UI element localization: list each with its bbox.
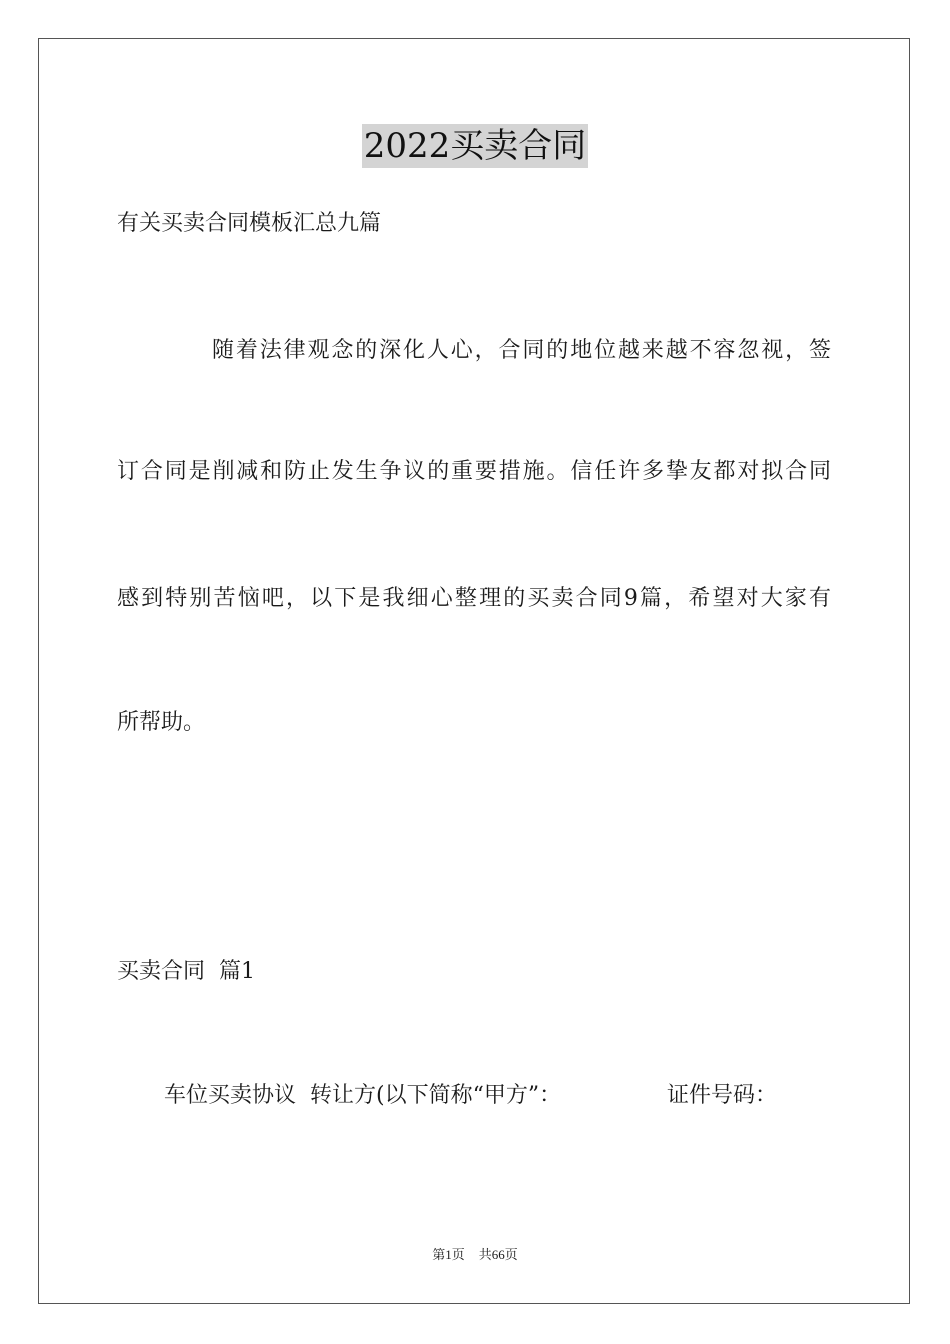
document-subtitle: 有关买卖合同模板汇总九篇 bbox=[117, 211, 382, 236]
title-container bbox=[0, 124, 950, 168]
intro-line-3: 感到特别苦恼吧，以下是我细心整理的买卖合同9篇，希望对大家有 bbox=[117, 586, 831, 611]
page-footer bbox=[0, 1246, 950, 1264]
document-title: 2022买卖合同 bbox=[363, 126, 587, 166]
intro-line-1: 随着法律观念的深化人心，合同的地位越来越不容忽视，签 bbox=[212, 338, 831, 363]
intro-line-4: 所帮助。 bbox=[117, 710, 206, 735]
page-number: 第1页 bbox=[432, 1247, 465, 1262]
intro-line-2: 订合同是削减和防止发生争议的重要措施。信任许多挚友都对拟合同 bbox=[117, 459, 831, 484]
section-line-right: 证件号码： bbox=[667, 1083, 778, 1108]
page-total: 共66页 bbox=[478, 1247, 518, 1262]
section-heading: 买卖合同 篇1 bbox=[117, 959, 255, 984]
section-line-left: 车位买卖协议 转让方(以下简称“甲方”： bbox=[164, 1083, 562, 1108]
